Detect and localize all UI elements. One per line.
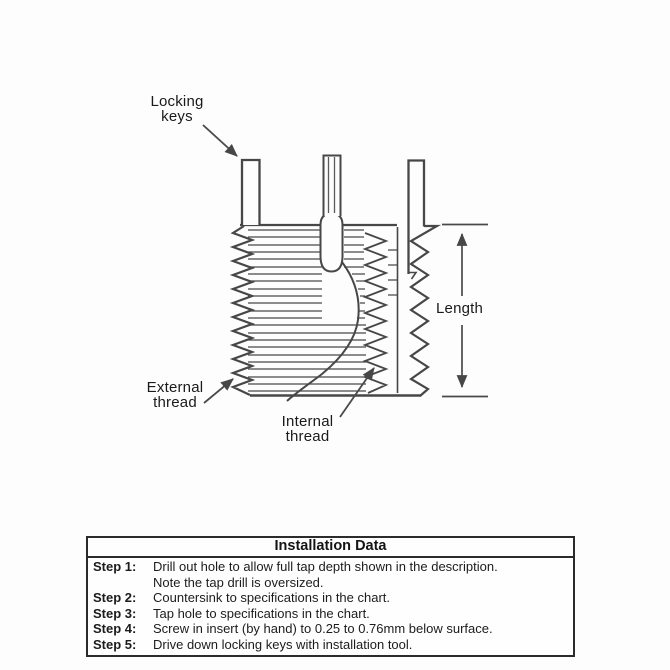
step-label: Step 4:	[93, 621, 137, 637]
step-row-4	[88, 621, 573, 637]
step-text: Tap hole to specifications in the chart.	[153, 605, 370, 621]
step-label: Step 1:	[93, 559, 137, 574]
step-text: Drill out hole to allow full tap depth shown in the description.	[153, 559, 498, 574]
step-text: Screw in insert (by hand) to 0.25 to 0.76mm below surface.	[153, 621, 493, 637]
internal-thread-profile	[365, 233, 386, 393]
step-row-1	[88, 559, 573, 575]
external-thread-lines	[248, 230, 366, 391]
step-text: Note the tap drill is oversized.	[153, 574, 324, 590]
step-row-2	[88, 590, 573, 606]
locking-keys-arrow	[203, 125, 237, 156]
step-label: Step 2:	[93, 590, 137, 606]
step-row-3	[88, 606, 573, 622]
step-row-1-note	[88, 575, 573, 591]
table-body	[88, 558, 573, 655]
cutaway-curve	[287, 262, 359, 401]
label-locking-keys: Locking keys	[150, 93, 204, 125]
label-internal-thread: Internal thread	[281, 413, 334, 445]
external-thread-profile-right	[411, 226, 437, 396]
label-length: Length	[436, 300, 484, 317]
locking-key-center	[321, 155, 343, 272]
step-label: Step 5:	[93, 636, 137, 652]
step-text: Drive down locking keys with installation tool.	[153, 636, 413, 652]
installation-data-table	[86, 536, 575, 657]
locking-key-left	[242, 160, 260, 225]
step-label-spacer	[88, 575, 153, 591]
internal-thread-lines	[344, 230, 397, 318]
step-text: Countersink to specifications in the chart.	[153, 590, 391, 606]
table-title: Installation Data	[88, 538, 573, 558]
step-label: Step 3:	[93, 605, 137, 621]
label-external-thread: External thread	[146, 379, 204, 411]
step-row-5	[88, 637, 573, 653]
